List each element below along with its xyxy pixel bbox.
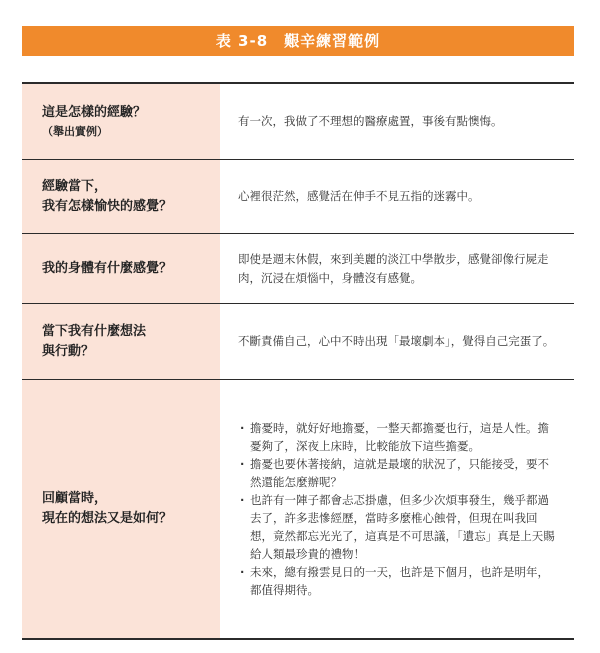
row-answer bbox=[220, 304, 574, 379]
list-item: · 擔憂時，就好好地擔憂，一整天都擔憂也行，這是人性。擔憂夠了，深夜上床時，比較能放下這些擔憂。 bbox=[238, 419, 558, 455]
question-line: 這是怎樣的經驗？ bbox=[42, 104, 147, 120]
list-item: · 也許有一陣子都會忐忑掛慮，但多少次煩事發生，幾乎都過去了，許多悲慘經歷，當時多麼椎心蝕骨，但現在叫我回想，竟然都忘光光了，這真是不可思議，「遺忘」真是上天賜給人類最珍貴的禮物！ bbox=[238, 491, 558, 563]
question-line: 我有怎樣愉快的感覺？ bbox=[42, 198, 173, 214]
table-row bbox=[22, 160, 574, 234]
question-line: 回顧當時， bbox=[42, 491, 108, 506]
answer-text: 心裡很茫然，感覺活在伸手不見五指的迷霧中。 bbox=[238, 189, 480, 203]
row-answer bbox=[220, 234, 574, 303]
table-row bbox=[22, 380, 574, 640]
question-line: 當下我有什麼想法 bbox=[42, 323, 147, 339]
reflection-list bbox=[238, 419, 558, 599]
answer-text: 即使是週末休假，來到美麗的淡江中學散步，感覺卻像行屍走肉，沉浸在煩惱中，身體沒有感覺。 bbox=[238, 251, 549, 285]
row-answer bbox=[220, 84, 574, 159]
question-line: 現在的想法又是如何？ bbox=[42, 511, 173, 526]
question-line: 與行動？ bbox=[42, 343, 95, 359]
question-line: 經驗當下， bbox=[42, 178, 108, 194]
list-item: · 擔憂也要休著接納，這就是最壞的狀況了，只能接受，要不然還能怎麼辦呢？ bbox=[238, 455, 558, 491]
row-question bbox=[22, 84, 220, 159]
row-question bbox=[22, 304, 220, 379]
table-row bbox=[22, 234, 574, 304]
table-row bbox=[22, 304, 574, 380]
row-answer bbox=[220, 160, 574, 233]
table-title: 表 3-8 艱辛練習範例 bbox=[22, 26, 574, 56]
answer-text: 不斷責備自己，心中不時出現「最壞劇本」，覺得自己完蛋了。 bbox=[238, 334, 555, 348]
row-question bbox=[22, 234, 220, 303]
table-row bbox=[22, 84, 574, 160]
row-answer bbox=[220, 380, 574, 638]
question-line: 我的身體有什麼感覺？ bbox=[42, 260, 173, 276]
row-question bbox=[22, 160, 220, 233]
answer-text: 有一次，我做了不理想的醫療處置，事後有點懊悔。 bbox=[238, 114, 503, 128]
practice-table bbox=[22, 82, 574, 640]
row-question bbox=[22, 380, 220, 638]
question-note: （舉出實例） bbox=[42, 124, 108, 138]
list-item: · 未來，總有撥雲見日的一天，也許是下個月，也許是明年，都值得期待。 bbox=[238, 563, 558, 599]
